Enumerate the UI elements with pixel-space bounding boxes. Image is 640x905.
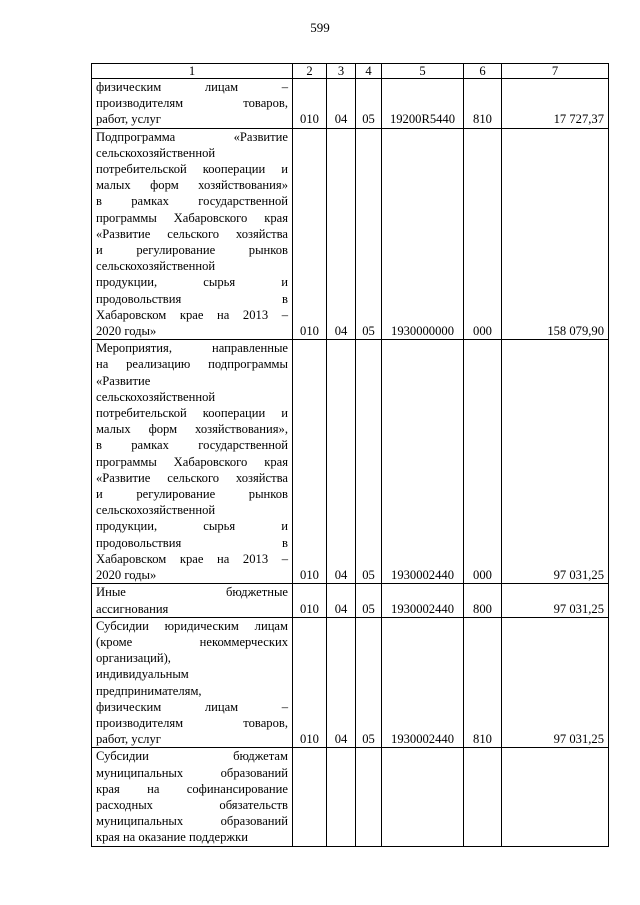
description-line: сельскохозяйственной [96, 503, 216, 518]
row-description [92, 340, 293, 584]
description-line: и регулирование рынков [96, 243, 288, 258]
description-line: продовольствия в [96, 535, 288, 550]
amount: 158 079,90 [502, 128, 609, 340]
amount: 97 031,25 [502, 584, 609, 617]
glava-code: 010 [293, 617, 327, 748]
expense-type-code [464, 748, 502, 846]
description-line: работ, услуг [96, 732, 161, 747]
header-col-2: 2 [293, 64, 327, 79]
expense-type-code: 800 [464, 584, 502, 617]
section-code: 04 [327, 584, 356, 617]
description-line: сельскохозяйственной [96, 145, 216, 160]
description-line: «Развитие сельского хозяйства [96, 470, 288, 485]
description-line: продукции, сырья и [96, 519, 288, 534]
target-article-code: 1930002440 [382, 340, 464, 584]
glava-code: 010 [293, 128, 327, 340]
expense-type-code: 000 [464, 340, 502, 584]
description-line: сельскохозяйственной [96, 389, 216, 404]
section-code: 04 [327, 617, 356, 748]
expense-type-code: 810 [464, 79, 502, 129]
description-line: работ, услуг [96, 112, 161, 127]
expense-type-code: 810 [464, 617, 502, 748]
description-line: малых форм хозяйствования», [96, 422, 288, 437]
description-line: муниципальных образований [96, 814, 288, 829]
description-line: (кроме некоммерческих [96, 634, 288, 649]
section-code: 04 [327, 128, 356, 340]
section-code [327, 748, 356, 846]
description-line: Подпрограмма «Развитие [96, 129, 288, 144]
header-col-7: 7 [502, 64, 609, 79]
description-line: Хабаровском крае на 2013 – [96, 551, 288, 566]
description-line: в рамках государственной [96, 194, 288, 209]
description-line: Субсидии бюджетам [96, 749, 288, 764]
table-row [92, 617, 609, 748]
description-line: 2020 годы» [96, 568, 157, 583]
subsection-code: 05 [356, 617, 382, 748]
target-article-code: 1930002440 [382, 584, 464, 617]
header-col-4: 4 [356, 64, 382, 79]
header-col-5: 5 [382, 64, 464, 79]
description-line: Иные бюджетные [96, 585, 288, 600]
description-line: производителям товаров, [96, 96, 288, 111]
glava-code: 010 [293, 79, 327, 129]
subsection-code: 05 [356, 79, 382, 129]
description-line: потребительской кооперации и [96, 162, 288, 177]
table-row [92, 748, 609, 846]
table-row [92, 128, 609, 340]
subsection-code: 05 [356, 584, 382, 617]
description-line: программы Хабаровского края [96, 454, 288, 469]
target-article-code: 1930002440 [382, 617, 464, 748]
glava-code [293, 748, 327, 846]
header-col-6: 6 [464, 64, 502, 79]
description-line: организаций), [96, 651, 171, 666]
row-description [92, 748, 293, 846]
description-line: 2020 годы» [96, 324, 157, 339]
header-col-1: 1 [92, 64, 293, 79]
description-line: потребительской кооперации и [96, 406, 288, 421]
expense-type-code: 000 [464, 128, 502, 340]
description-line: сельскохозяйственной [96, 259, 216, 274]
table-row [92, 584, 609, 617]
target-article-code [382, 748, 464, 846]
description-line: в рамках государственной [96, 438, 288, 453]
row-description [92, 584, 293, 617]
amount: 17 727,37 [502, 79, 609, 129]
amount [502, 748, 609, 846]
description-line: края на софинансирование [96, 781, 288, 796]
section-code: 04 [327, 340, 356, 584]
description-line: ассигнования [96, 601, 169, 616]
description-line: и регулирование рынков [96, 487, 288, 502]
header-col-3: 3 [327, 64, 356, 79]
target-article-code: 19200R5440 [382, 79, 464, 129]
description-line: расходных обязательств [96, 797, 288, 812]
amount: 97 031,25 [502, 617, 609, 748]
header-row [92, 64, 609, 79]
description-line: «Развитие [96, 373, 151, 388]
description-line: малых форм хозяйствования» [96, 178, 288, 193]
amount: 97 031,25 [502, 340, 609, 584]
description-line: продовольствия в [96, 291, 288, 306]
table-row [92, 79, 609, 129]
description-line: продукции, сырья и [96, 275, 288, 290]
glava-code: 010 [293, 584, 327, 617]
subsection-code: 05 [356, 340, 382, 584]
page-number: 599 [310, 20, 330, 35]
description-line: на реализацию подпрограммы [96, 357, 288, 372]
description-line: края на оказание поддержки [96, 830, 248, 845]
table-row [92, 340, 609, 584]
description-line: Хабаровском крае на 2013 – [96, 307, 288, 322]
description-line: физическим лицам – [96, 80, 288, 94]
budget-table [91, 63, 609, 847]
subsection-code: 05 [356, 128, 382, 340]
description-line: «Развитие сельского хозяйства [96, 226, 288, 241]
glava-code: 010 [293, 340, 327, 584]
row-description [92, 128, 293, 340]
description-line: производителям товаров, [96, 715, 288, 730]
subsection-code [356, 748, 382, 846]
description-line: программы Хабаровского края [96, 210, 288, 225]
description-line: физическим лицам – [96, 699, 288, 714]
description-line: предпринимателям, [96, 683, 202, 698]
row-description [92, 79, 293, 129]
row-description [92, 617, 293, 748]
description-line: индивидуальным [96, 667, 189, 682]
description-line: Субсидии юридическим лицам [96, 618, 288, 633]
section-code: 04 [327, 79, 356, 129]
description-line: муниципальных образований [96, 765, 288, 780]
description-line: Мероприятия, направленные [96, 341, 288, 356]
target-article-code: 1930000000 [382, 128, 464, 340]
